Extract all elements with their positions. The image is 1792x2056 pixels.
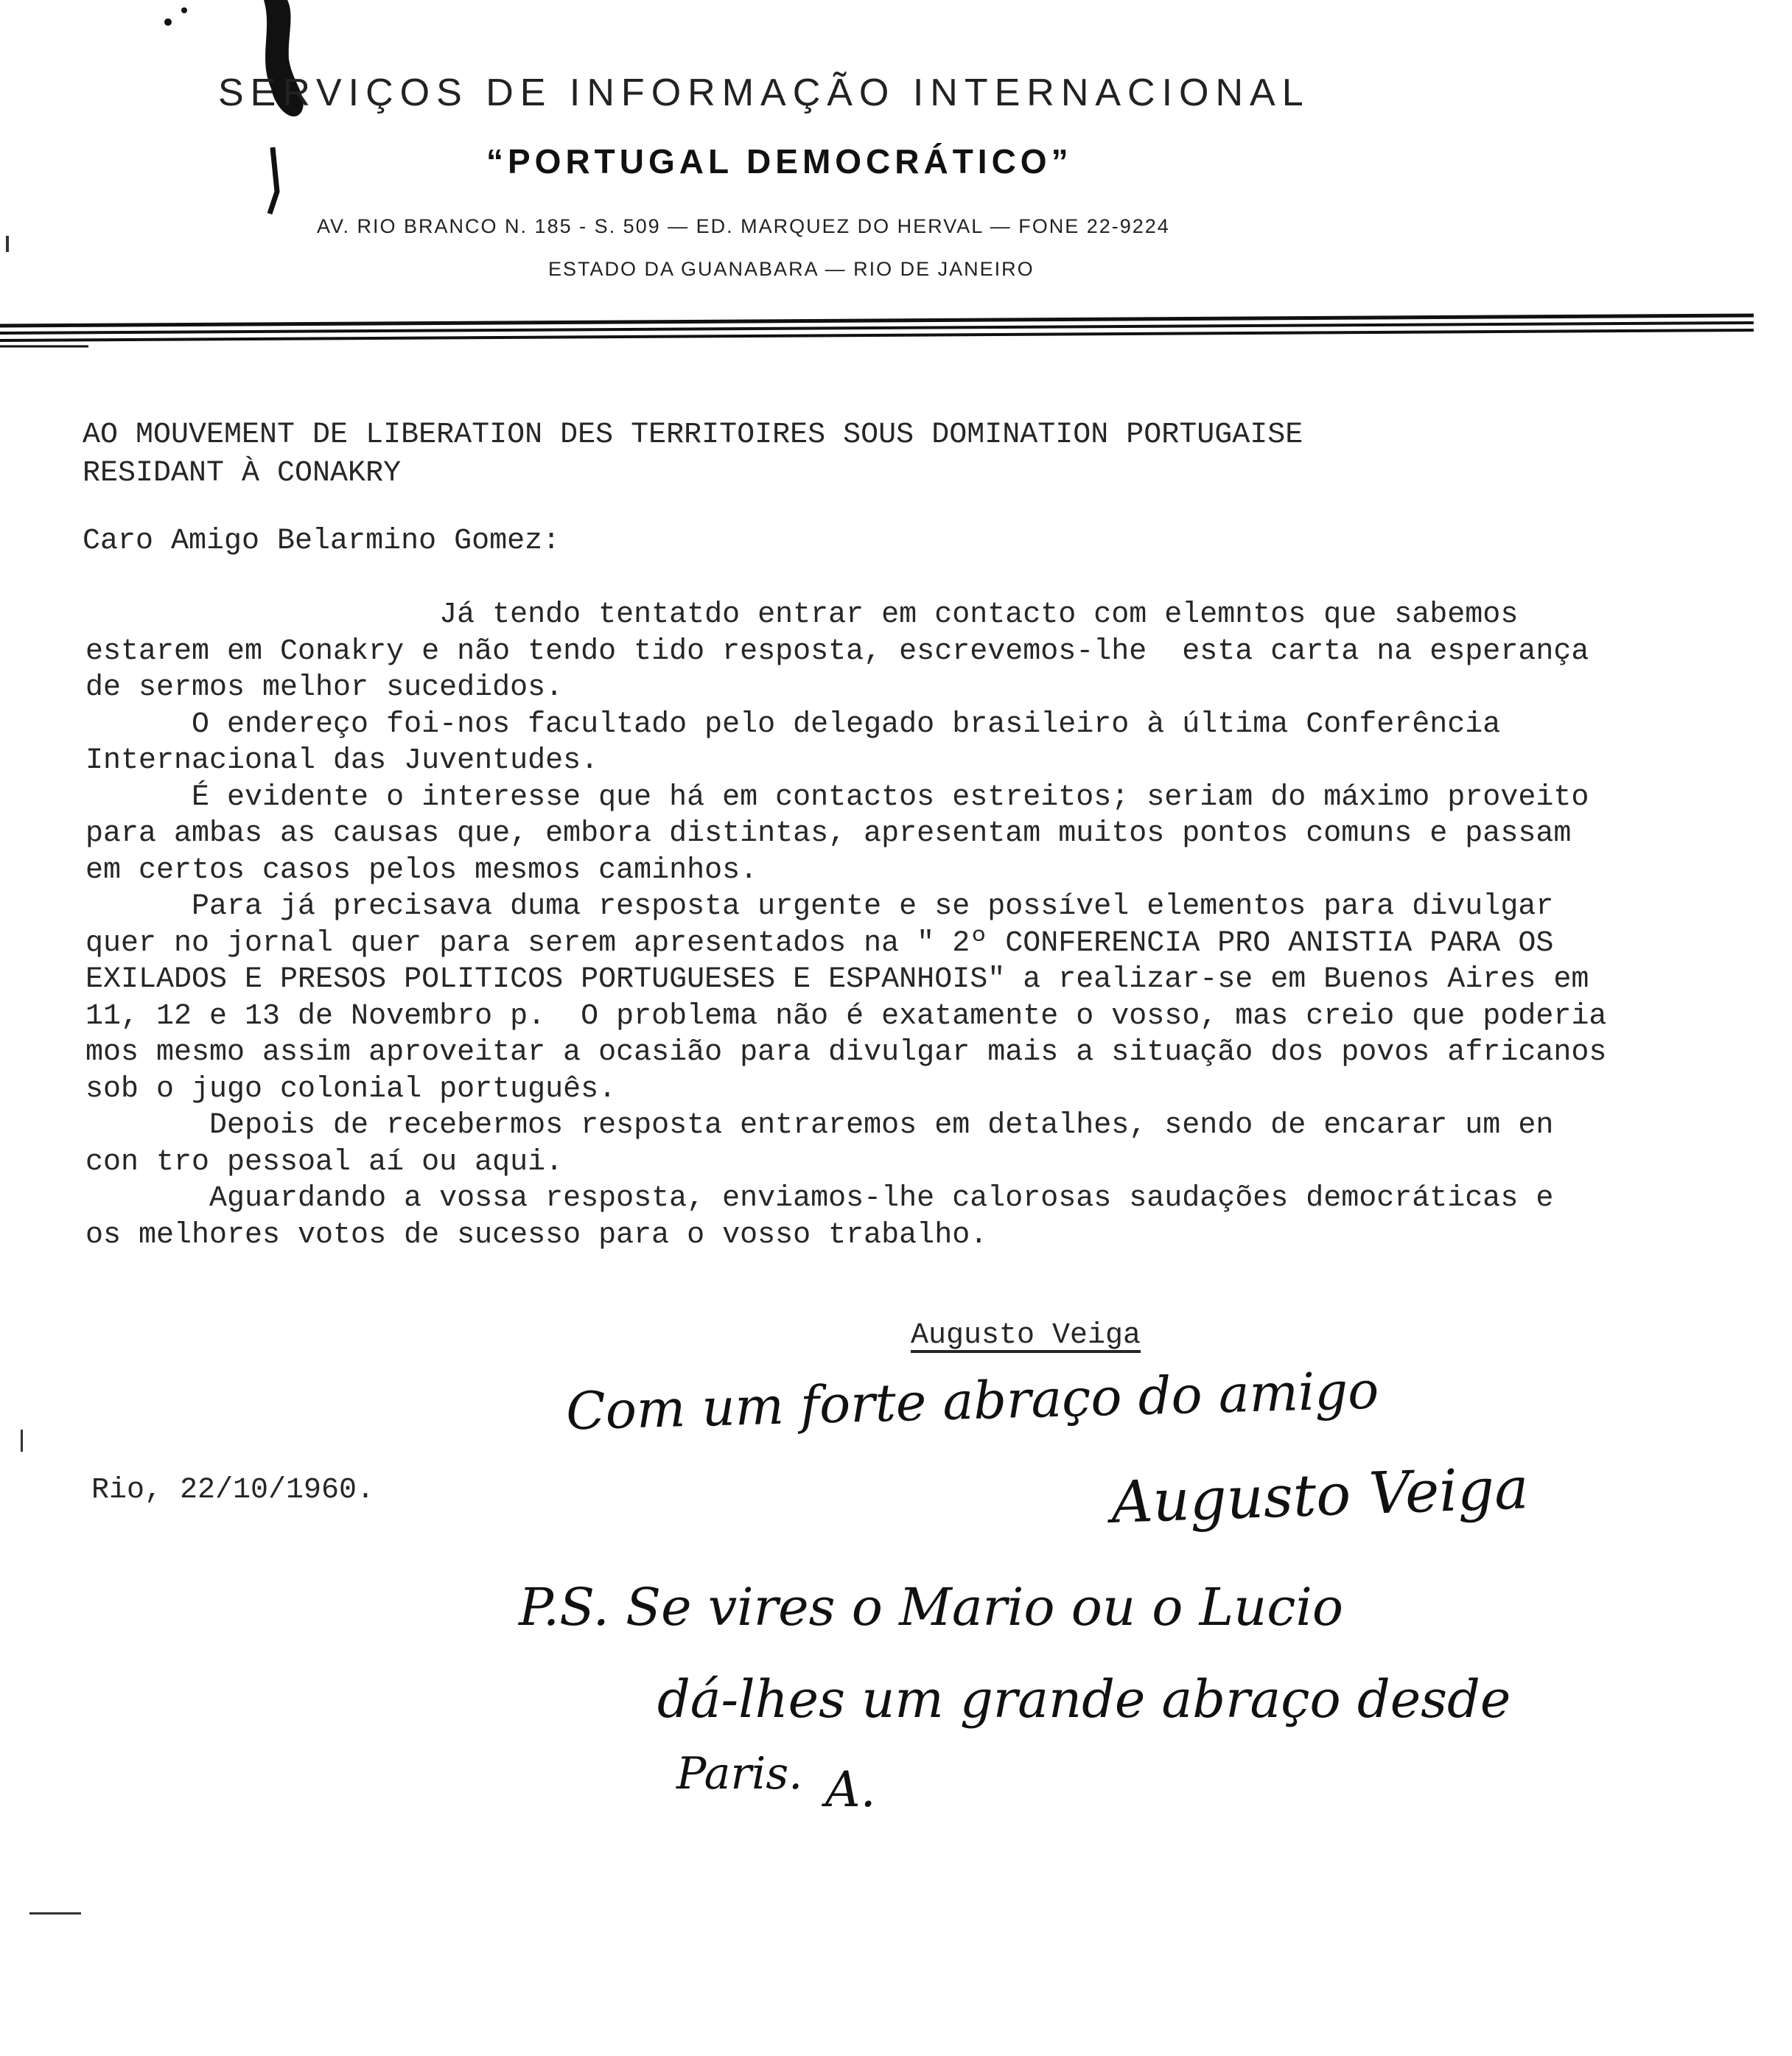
- margin-mark: [29, 1912, 81, 1915]
- addressee-line-1: AO MOUVEMENT DE LIBERATION DES TERRITOIRES SOUS DOMINATION PORTUGAISE: [83, 419, 1303, 452]
- body-line: os melhores votos de sucesso para o vosso trabalho.: [85, 1218, 988, 1252]
- body-line: É evidente o interesse que há em contactos estreitos; seriam do máximo proveito: [85, 780, 1589, 814]
- addressee-block: [83, 416, 1303, 493]
- body-line: 11, 12 e 13 de Novembro p. O problema não é exatamente o vosso, mas creio que poderia: [85, 999, 1607, 1033]
- body-line: con tro pessoal aí ou aqui.: [85, 1145, 564, 1179]
- salutation: Caro Amigo Belarmino Gomez:: [83, 525, 561, 558]
- body-line: Já tendo tentatdo entrar em contacto com elemntos que sabemos: [85, 598, 1519, 632]
- body-line: Depois de recebermos resposta entraremos em detalhes, sendo de encarar um en: [85, 1109, 1554, 1142]
- handwritten-ps-line-1: P.S. Se vires o Mario ou o Lucio: [519, 1577, 1343, 1637]
- addressee-line-2: RESIDANT À CONAKRY: [83, 457, 402, 490]
- body-line: O endereço foi-nos facultado pelo delegado brasileiro à última Conferência: [85, 707, 1501, 741]
- body-line: Para já precisava duma resposta urgente e se possível elementos para divulgar: [85, 890, 1554, 923]
- handwritten-closing: Com um forte abraço do amigo: [565, 1360, 1380, 1442]
- handwritten-ps-line-3: Paris.: [676, 1748, 803, 1800]
- body-line: para ambas as causas que, embora distintas, apresentam muitos pontos comuns e passam: [85, 817, 1572, 850]
- letterhead-address-line: AV. RIO BRANCO N. 185 - S. 509 — ED. MARQUEZ DO HERVAL — FONE 22-9224: [317, 215, 1170, 237]
- body-line: EXILADOS E PRESOS POLITICOS PORTUGUESES E ESPANHOIS" a realizar-se em Buenos Aires em: [85, 963, 1589, 996]
- body-line: estarem em Conakry e não tendo tido resposta, escrevemos-lhe esta carta na esperança: [85, 634, 1589, 668]
- letter-body: [85, 597, 1751, 1253]
- letterhead-city-line: ESTADO DA GUANABARA — RIO DE JANEIRO: [548, 258, 1035, 280]
- body-line: mos mesmo assim aproveitar a ocasião para divulgar mais a situação dos povos africanos: [85, 1036, 1607, 1069]
- body-line: quer no jornal quer para serem apresentados na " 2º CONFERENCIA PRO ANISTIA PARA OS: [85, 926, 1554, 960]
- speck-marks: [162, 0, 251, 44]
- handwritten-signature: Augusto Veiga: [1110, 1455, 1530, 1536]
- letterhead-name-line: “PORTUGAL DEMOCRÁTICO”: [486, 142, 1073, 181]
- margin-mark: [21, 1430, 23, 1452]
- typed-signature: Augusto Veiga: [911, 1319, 1141, 1352]
- body-line: Aguardando a vossa resposta, enviamos-lhe calorosas saudações democráticas e: [85, 1182, 1554, 1215]
- handwritten-ps-line-2: dá-lhes um grande abraço desde: [657, 1669, 1511, 1730]
- margin-mark: [6, 236, 9, 252]
- body-line: Internacional das Juventudes.: [85, 744, 599, 777]
- body-line: em certos casos pelos mesmos caminhos.: [85, 853, 758, 887]
- body-line: sob o jugo colonial português.: [85, 1072, 617, 1106]
- body-line: de sermos melhor sucedidos.: [85, 671, 564, 704]
- handwritten-initial: A.: [825, 1761, 876, 1818]
- letterhead-divider: [0, 310, 1792, 354]
- letterhead-org-line: SERVIÇOS DE INFORMAÇÃO INTERNACIONAL: [218, 71, 1310, 114]
- date-line: Rio, 22/10/1960.: [91, 1474, 375, 1507]
